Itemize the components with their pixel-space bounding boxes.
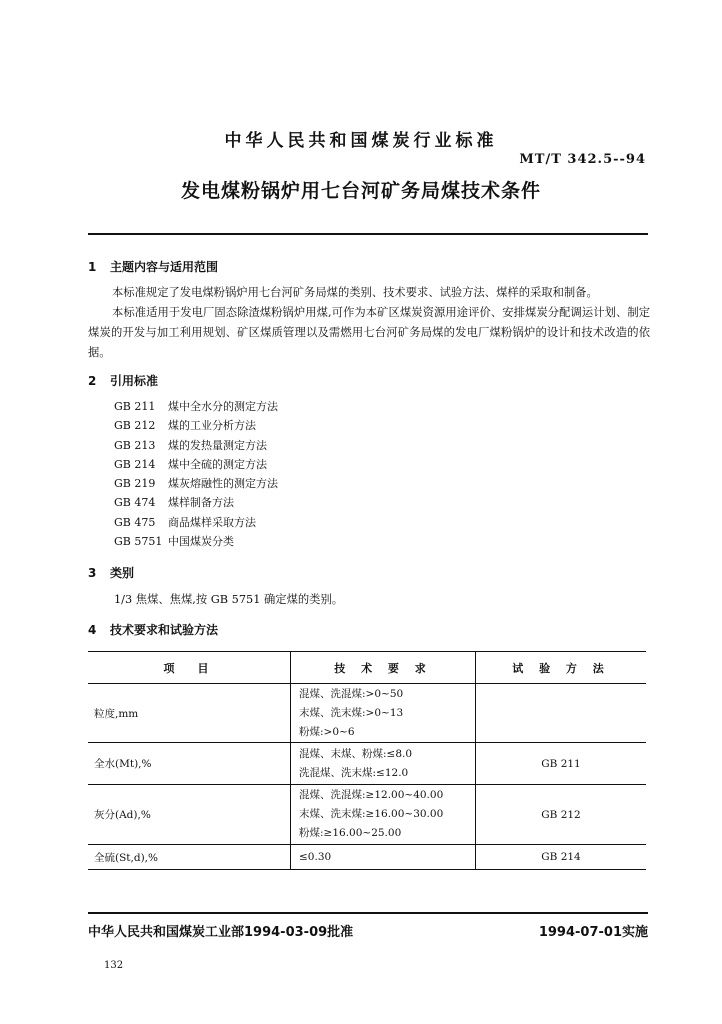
reference-name: 商品煤样采取方法 (168, 515, 256, 529)
technical-requirements-table (88, 651, 646, 870)
method-cell: GB 212 (476, 785, 647, 845)
footer-divider (88, 912, 648, 914)
reference-item (114, 397, 278, 416)
reference-code: GB 219 (114, 477, 156, 491)
section-number: 3 (88, 566, 97, 580)
requirement-cell (291, 785, 476, 845)
requirement-line: 末煤、洗末煤:≥16.00~30.00 (299, 808, 444, 820)
requirement-cell (291, 743, 476, 785)
column-header-requirement: 技 术 要 求 (291, 652, 476, 684)
section-title: 主题内容与适用范围 (110, 260, 219, 274)
reference-item (114, 455, 278, 474)
item-cell: 灰分(Ad),% (88, 785, 291, 845)
requirement-cell (291, 684, 476, 743)
section-number: 4 (88, 623, 97, 637)
requirement-line: 洗混煤、洗末煤:≤12.0 (299, 766, 409, 779)
reference-name: 煤中全硫的测定方法 (168, 457, 267, 471)
scope-paragraph-1: 本标准规定了发电煤粉锅炉用七台河矿务局煤的类别、技术要求、试验方法、煤样的采取和制备。 (112, 286, 598, 299)
reference-name: 煤中全水分的测定方法 (168, 400, 278, 413)
table-row (88, 684, 646, 743)
reference-item (114, 474, 278, 493)
approval-statement: 中华人民共和国煤炭工业部1994-03-09批准 (88, 925, 354, 940)
category-paragraph: 1/3 焦煤、焦煤,按 GB 5751 确定煤的类别。 (114, 593, 344, 606)
section-title: 技术要求和试验方法 (110, 623, 219, 637)
standard-category-title: 中华人民共和国煤炭行业标准 (224, 131, 498, 151)
reference-item (114, 513, 278, 532)
column-header-method: 试 验 方 法 (476, 652, 647, 684)
method-cell (476, 684, 647, 743)
section-heading-1 (88, 258, 218, 275)
item-cell: 粒度,mm (88, 684, 291, 743)
reference-code: GB 474 (114, 496, 156, 510)
reference-name: 中国煤炭分类 (168, 535, 234, 549)
requirement-line: 粉煤:>0~6 (299, 725, 355, 738)
document-title: 发电煤粉锅炉用七台河矿务局煤技术条件 (180, 180, 541, 202)
reference-list (114, 397, 278, 551)
reference-code: GB 213 (114, 438, 156, 452)
requirement-line: 混煤、洗混煤:≥12.00~40.00 (299, 789, 444, 801)
reference-code: GB 5751 (114, 535, 163, 549)
reference-item (114, 532, 278, 551)
reference-code: GB 214 (114, 457, 156, 471)
item-cell: 全硫(St,d),% (88, 845, 291, 870)
section-heading-2 (88, 372, 158, 389)
method-cell: GB 214 (476, 845, 647, 870)
header-divider (88, 233, 648, 235)
table-header-row (88, 652, 646, 684)
requirement-line: ≤0.30 (299, 850, 332, 863)
item-cell: 全水(Mt),% (88, 743, 291, 785)
requirement-line: 粉煤:≥16.00~25.00 (299, 827, 402, 839)
section-heading-3 (88, 564, 134, 581)
scope-paragraph-2: 本标准适用于发电厂固态除渣煤粉锅炉用煤,可作为本矿区煤炭资源用途评价、安排煤炭分配调运计划、制定煤炭的开发与加工利用规划、矿区煤质管理以及需燃用七台河矿务局煤的发电厂煤粉锅炉的设计和技术改造的依据。 (88, 306, 650, 359)
requirement-line: 混煤、末煤、粉煤:≤8.0 (299, 747, 413, 760)
reference-name: 煤样制备方法 (168, 496, 234, 510)
column-header-item: 项 目 (88, 652, 291, 684)
page-number: 132 (104, 960, 124, 971)
table-row (88, 845, 646, 870)
reference-name: 煤的工业分析方法 (168, 419, 256, 433)
reference-code: GB 475 (114, 515, 156, 529)
table-row (88, 785, 646, 845)
requirement-line: 混煤、洗混煤:>0~50 (299, 687, 404, 700)
reference-name: 煤的发热量测定方法 (168, 438, 267, 452)
reference-code: GB 211 (114, 400, 156, 413)
requirement-line: 末煤、洗末煤:>0~13 (299, 706, 404, 719)
reference-item (114, 493, 278, 512)
section-heading-4 (88, 621, 218, 638)
section-title: 引用标准 (110, 374, 159, 388)
standard-code: MT/T 342.5--94 (519, 152, 646, 167)
reference-item (114, 436, 278, 455)
method-cell: GB 211 (476, 743, 647, 785)
requirement-cell (291, 845, 476, 870)
section-number: 1 (88, 260, 97, 274)
effective-date: 1994-07-01实施 (538, 925, 648, 940)
reference-item (114, 416, 278, 435)
reference-name: 煤灰熔融性的测定方法 (168, 477, 278, 491)
reference-code: GB 212 (114, 419, 156, 433)
table-row (88, 743, 646, 785)
section-number: 2 (88, 374, 97, 388)
section-title: 类别 (110, 566, 135, 580)
